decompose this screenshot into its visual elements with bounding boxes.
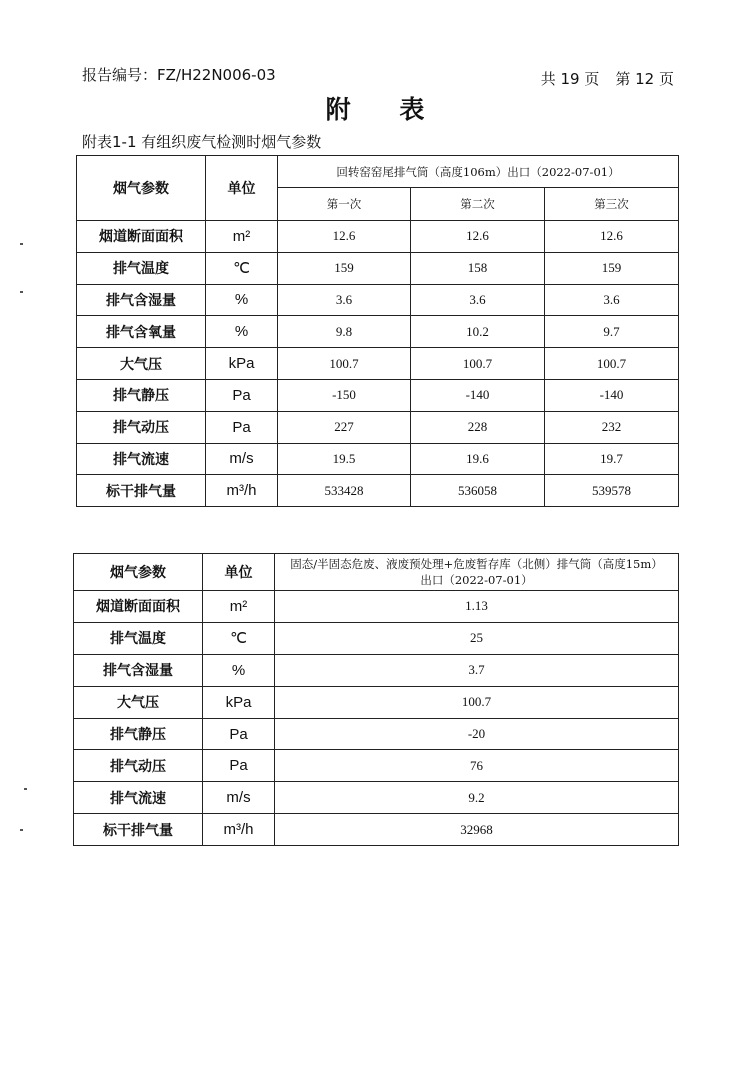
value-cell: 232 (545, 411, 679, 443)
value-cell: 9.2 (275, 782, 679, 814)
source-line: 固态/半固态危废、液废预处理+危废暂存库（北侧）排气筒（高度15m） (290, 557, 663, 571)
value-cell: 159 (278, 252, 411, 284)
value-cell: 19.5 (278, 443, 411, 475)
table-row (74, 782, 679, 814)
flue-gas-table-hazwaste (73, 553, 679, 846)
value-cell: 3.6 (411, 284, 545, 316)
table-caption: 附表1-1 有组织废气检测时烟气参数 (82, 133, 322, 151)
value-cell: 539578 (545, 475, 679, 507)
value-cell: -140 (545, 379, 679, 411)
unit: ℃ (206, 252, 278, 284)
value-cell: 19.6 (411, 443, 545, 475)
unit: Pa (203, 750, 275, 782)
unit-header: 单位 (206, 156, 278, 221)
param-name: 排气含湿量 (74, 654, 203, 686)
param-name: 排气温度 (74, 622, 203, 654)
value-cell: 25 (275, 622, 679, 654)
source-header (275, 554, 679, 591)
param-name: 排气温度 (77, 252, 206, 284)
value-cell: 533428 (278, 475, 411, 507)
value-cell: 12.6 (411, 221, 545, 253)
unit: kPa (203, 686, 275, 718)
scan-mark (20, 243, 23, 245)
current-page: 第 12 页 (615, 70, 674, 88)
param-name: 排气动压 (77, 411, 206, 443)
value-cell: 227 (278, 411, 411, 443)
unit: m² (206, 221, 278, 253)
value-cell: -150 (278, 379, 411, 411)
param-name: 排气动压 (74, 750, 203, 782)
unit: m³/h (203, 814, 275, 846)
param-name: 排气含湿量 (77, 284, 206, 316)
table-row (77, 252, 679, 284)
source-line: 出口（2022-07-01） (420, 573, 533, 587)
unit: % (203, 654, 275, 686)
table-row (74, 622, 679, 654)
page-indicator (541, 68, 674, 89)
unit-header: 单位 (203, 554, 275, 591)
run-header: 第三次 (545, 188, 679, 221)
table-row (77, 348, 679, 380)
value-cell: 3.7 (275, 654, 679, 686)
unit: Pa (206, 411, 278, 443)
unit: Pa (206, 379, 278, 411)
table-row (77, 411, 679, 443)
table-row (74, 591, 679, 623)
value-cell: 100.7 (278, 348, 411, 380)
param-name: 标干排气量 (77, 475, 206, 507)
unit: kPa (206, 348, 278, 380)
table-row (74, 718, 679, 750)
value-cell: 9.8 (278, 316, 411, 348)
value-cell: 100.7 (275, 686, 679, 718)
value-cell: -20 (275, 718, 679, 750)
table-row (77, 475, 679, 507)
param-name: 排气静压 (74, 718, 203, 750)
param-name: 排气流速 (74, 782, 203, 814)
value-cell: 159 (545, 252, 679, 284)
scan-mark (24, 788, 27, 790)
value-cell: 76 (275, 750, 679, 782)
param-name: 排气含氧量 (77, 316, 206, 348)
flue-gas-table-kiln (76, 155, 679, 507)
table-row (74, 686, 679, 718)
value-cell: 1.13 (275, 591, 679, 623)
param-name: 标干排气量 (74, 814, 203, 846)
table-row (74, 814, 679, 846)
value-cell: -140 (411, 379, 545, 411)
value-cell: 100.7 (545, 348, 679, 380)
scan-mark (20, 829, 23, 831)
table-body (77, 221, 679, 507)
param-name: 大气压 (77, 348, 206, 380)
value-cell: 19.7 (545, 443, 679, 475)
unit: % (206, 316, 278, 348)
param-header: 烟气参数 (77, 156, 206, 221)
table-row (74, 750, 679, 782)
value-cell: 3.6 (278, 284, 411, 316)
table-row (77, 284, 679, 316)
value-cell: 9.7 (545, 316, 679, 348)
unit: m³/h (206, 475, 278, 507)
report-number: 报告编号：FZ/H22N006-03 (82, 66, 276, 84)
table-body (74, 591, 679, 846)
unit: ℃ (203, 622, 275, 654)
value-cell: 32968 (275, 814, 679, 846)
table-row (77, 443, 679, 475)
table-row (77, 221, 679, 253)
param-name: 排气静压 (77, 379, 206, 411)
param-name: 大气压 (74, 686, 203, 718)
run-header: 第一次 (278, 188, 411, 221)
param-name: 烟道断面面积 (74, 591, 203, 623)
value-cell: 100.7 (411, 348, 545, 380)
table-row (77, 379, 679, 411)
page-title: 附 表 (325, 95, 445, 124)
unit: m² (203, 591, 275, 623)
value-cell: 228 (411, 411, 545, 443)
value-cell: 158 (411, 252, 545, 284)
value-cell: 3.6 (545, 284, 679, 316)
value-cell: 536058 (411, 475, 545, 507)
run-header: 第二次 (411, 188, 545, 221)
param-name: 排气流速 (77, 443, 206, 475)
value-cell: 12.6 (278, 221, 411, 253)
scan-mark (20, 291, 23, 293)
unit: % (206, 284, 278, 316)
table-row (77, 316, 679, 348)
unit: m/s (203, 782, 275, 814)
param-name: 烟道断面面积 (77, 221, 206, 253)
table-row (74, 654, 679, 686)
unit: m/s (206, 443, 278, 475)
param-header: 烟气参数 (74, 554, 203, 591)
source-header: 回转窑窑尾排气筒（高度106m）出口（2022-07-01） (278, 156, 679, 188)
unit: Pa (203, 718, 275, 750)
total-pages: 共 19 页 (540, 70, 600, 88)
value-cell: 10.2 (411, 316, 545, 348)
value-cell: 12.6 (545, 221, 679, 253)
